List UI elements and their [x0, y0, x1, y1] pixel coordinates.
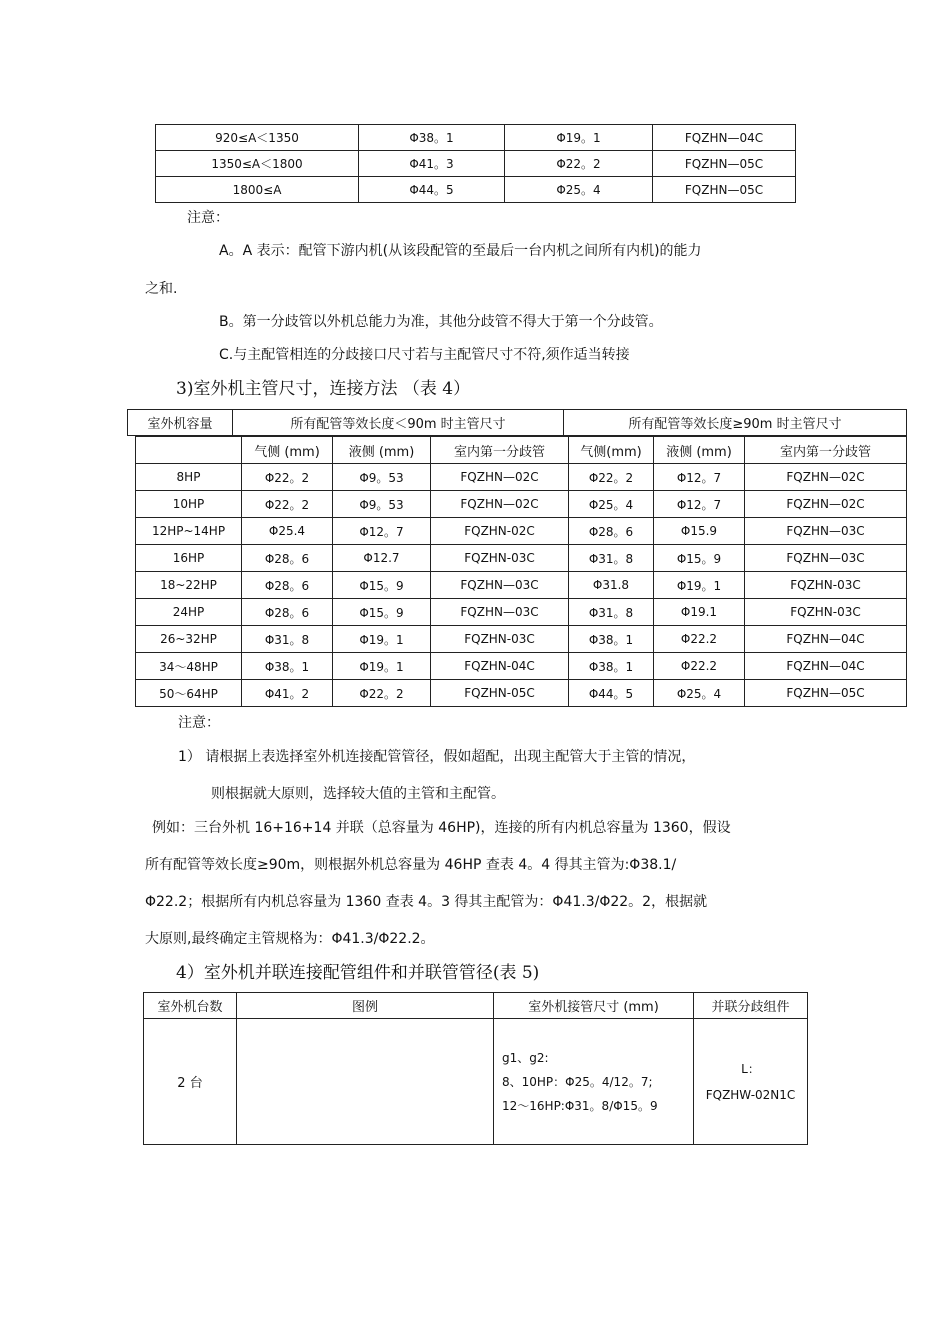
note-a-line2: 之和. [145, 281, 178, 297]
table-cell: 12HP~14HP [136, 518, 242, 545]
table-cell: FQZHN-03C [745, 599, 907, 626]
table-row [156, 177, 796, 203]
t5-h-diagram: 图例 [237, 993, 494, 1019]
table-cell: Φ19。1 [333, 626, 431, 653]
t4-sub-empty [136, 437, 242, 464]
t5-units: 2 台 [144, 1019, 237, 1145]
table-cell: Φ31。8 [242, 626, 333, 653]
table-cell: Φ12。7 [654, 464, 745, 491]
table-cell: Φ31.8 [569, 572, 654, 599]
table-cell: Φ22.2 [654, 653, 745, 680]
t5-h-kit: 并联分歧组件 [694, 993, 808, 1019]
table-cell: Φ19。1 [505, 125, 653, 151]
table-cell: 920≤A＜1350 [156, 125, 359, 151]
t4-subheader-cell: 室内第一分歧管 [431, 437, 569, 464]
t5-pipe-line2: 8、10HP：Φ25。4/12。7; [502, 1074, 653, 1089]
table-cell: FQZHN—04C [653, 125, 796, 151]
table-row [156, 125, 796, 151]
table-cell: FQZHN—02C [431, 464, 569, 491]
t5-h-units: 室外机台数 [144, 993, 237, 1019]
table-cell: Φ38。1 [359, 125, 505, 151]
table-row [136, 626, 907, 653]
table-cell: FQZHN—03C [431, 572, 569, 599]
table-cell: FQZHN-02C [431, 518, 569, 545]
table-cell: 18~22HP [136, 572, 242, 599]
table-row [136, 518, 907, 545]
table-row [136, 680, 907, 707]
table-cell: FQZHN—02C [431, 491, 569, 518]
table-cell: Φ31。8 [569, 545, 654, 572]
table-cell: 34～48HP [136, 653, 242, 680]
table-cell: Φ19。1 [654, 572, 745, 599]
note-a-line1: A。A 表示：配管下游内机(从该段配管的至最后一台内机之间所有内机)的能力 [219, 243, 702, 259]
table5 [143, 992, 808, 1145]
table-row [136, 464, 907, 491]
table-cell: 26~32HP [136, 626, 242, 653]
table-cell: Φ38。1 [569, 653, 654, 680]
t5-h-pipe: 室外机接管尺寸 (mm) [494, 993, 694, 1019]
table-cell: Φ28。6 [242, 545, 333, 572]
table4 [135, 436, 907, 707]
table-cell: FQZHN—05C [653, 151, 796, 177]
t5-kit-line1: L： [741, 1061, 760, 1076]
table-cell: Φ31。8 [569, 599, 654, 626]
t5-diagram [237, 1019, 494, 1145]
table-row [136, 491, 907, 518]
table-cell: FQZHN—04C [745, 653, 907, 680]
table-cell: 1800≤A [156, 177, 359, 203]
t5-kit [694, 1019, 808, 1145]
table-cell: FQZHN—05C [653, 177, 796, 203]
table-cell: Φ41。3 [359, 151, 505, 177]
t5-pipe-line3: 12～16HP:Φ31。8/Φ15。9 [502, 1098, 658, 1113]
table-cell: Φ22。2 [333, 680, 431, 707]
notes2-item1-line2: 则根据就大原则，选择较大值的主管和主配管。 [211, 786, 505, 802]
table-cell: FQZHN-03C [431, 545, 569, 572]
table-cell: Φ28。6 [242, 572, 333, 599]
table-cell: Φ22。2 [505, 151, 653, 177]
table-cell: Φ19。1 [333, 653, 431, 680]
t4-subheader-cell: 气侧(mm) [569, 437, 654, 464]
table-cell: Φ15。9 [333, 599, 431, 626]
example-line1: 例如：三台外机 16+16+14 并联（总容量为 46HP)，连接的所有内机总容量为 1360，假设 [152, 820, 731, 836]
t4-subheader-cell: 液侧 (mm) [654, 437, 745, 464]
table-cell: Φ41。2 [242, 680, 333, 707]
table-cell: FQZHN—02C [745, 491, 907, 518]
t5-pipe [494, 1019, 694, 1145]
table-cell: Φ15。9 [654, 545, 745, 572]
notes1-title: 注意： [187, 210, 229, 226]
t5-kit-line2: FQZHW-02N1C [705, 1087, 796, 1102]
table-cell: 10HP [136, 491, 242, 518]
table-cell: Φ22。2 [569, 464, 654, 491]
table-top [155, 124, 796, 203]
table-cell: 50～64HP [136, 680, 242, 707]
table-cell: Φ25.4 [242, 518, 333, 545]
notes2-item1-line1: 1） 请根据上表选择室外机连接配管管径，假如超配，出现主配管大于主管的情况， [178, 749, 696, 765]
table-cell: 8HP [136, 464, 242, 491]
t4-subheader-cell: 室内第一分歧管 [745, 437, 907, 464]
table-cell: Φ22。2 [242, 464, 333, 491]
table-cell: Φ12。7 [333, 518, 431, 545]
table-cell: FQZHN-03C [745, 572, 907, 599]
table-cell: 24HP [136, 599, 242, 626]
notes2-title: 注意： [178, 715, 220, 731]
table-cell: Φ44。5 [359, 177, 505, 203]
table-row [136, 545, 907, 572]
section4-title: 4）室外机并联连接配管组件和并联管管径(表 5) [176, 963, 540, 983]
table-cell: FQZHN-03C [431, 626, 569, 653]
t4-h-capacity: 室外机容量 [128, 410, 233, 436]
table-cell: Φ38。1 [242, 653, 333, 680]
table-row [136, 599, 907, 626]
table-cell: FQZHN-04C [431, 653, 569, 680]
table4-header [127, 409, 907, 436]
table-cell: Φ22。2 [242, 491, 333, 518]
note-c: C.与主配管相连的分歧接口尺寸若与主配管尺寸不符,须作适当转接 [219, 347, 630, 363]
table-row [156, 151, 796, 177]
table-cell: Φ25。4 [505, 177, 653, 203]
table-cell: FQZHN—05C [745, 680, 907, 707]
table-cell: FQZHN—03C [745, 518, 907, 545]
table-cell: Φ28。6 [242, 599, 333, 626]
table-cell: Φ19.1 [654, 599, 745, 626]
table-cell: Φ15.9 [654, 518, 745, 545]
table-cell: Φ12。7 [654, 491, 745, 518]
t4-subheader-cell: 液侧 (mm) [333, 437, 431, 464]
table-row [136, 572, 907, 599]
table-cell: Φ28。6 [569, 518, 654, 545]
table-cell: 1350≤A＜1800 [156, 151, 359, 177]
table-cell: Φ25。4 [569, 491, 654, 518]
section3-title: 3)室外机主管尺寸，连接方法 （表 4） [176, 379, 471, 399]
table-cell: Φ15。9 [333, 572, 431, 599]
table-cell: FQZHN—04C [745, 626, 907, 653]
t4-h-group1: 所有配管等效长度＜90m 时主管尺寸 [233, 410, 564, 436]
table-cell: Φ44。5 [569, 680, 654, 707]
table-cell: Φ12.7 [333, 545, 431, 572]
example-line2: 所有配管等效长度≥90m，则根据外机总容量为 46HP 查表 4。4 得其主管为:Φ38.1/ [145, 857, 677, 873]
table-cell: Φ25。4 [654, 680, 745, 707]
t4-h-group2: 所有配管等效长度≥90m 时主管尺寸 [564, 410, 907, 436]
table-cell: Φ38。1 [569, 626, 654, 653]
table-row [136, 653, 907, 680]
t4-subheader-row [136, 437, 907, 464]
table-cell: 16HP [136, 545, 242, 572]
note-b: B。第一分歧管以外机总能力为准，其他分歧管不得大于第一个分歧管。 [219, 314, 663, 330]
t5-pipe-line1: g1、g2: [502, 1050, 549, 1065]
table-cell: FQZHN—02C [745, 464, 907, 491]
table-cell: Φ9。53 [333, 464, 431, 491]
table-cell: FQZHN—03C [431, 599, 569, 626]
table-cell: FQZHN-05C [431, 680, 569, 707]
t4-subheader-cell: 气侧 (mm) [242, 437, 333, 464]
table-cell: Φ9。53 [333, 491, 431, 518]
example-line3: Φ22.2；根据所有内机总容量为 1360 查表 4。3 得其主配管为：Φ41.3/Φ22。2，根据就 [145, 894, 708, 910]
table-cell: FQZHN—03C [745, 545, 907, 572]
table-cell: Φ22.2 [654, 626, 745, 653]
example-line4: 大原则,最终确定主管规格为：Φ41.3/Φ22.2。 [145, 931, 435, 947]
